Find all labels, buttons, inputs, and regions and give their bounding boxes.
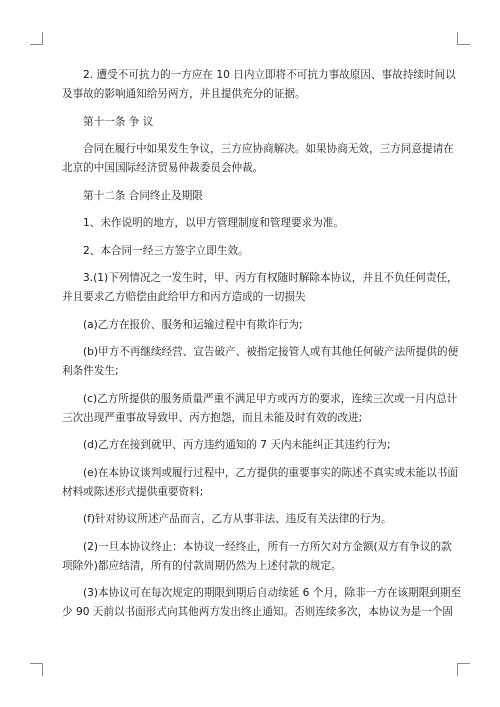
paragraph-gap xyxy=(62,178,442,187)
text-line: (c)乙方所提供的服务质量严重不满足甲方或丙方的要求，连续三次或一月内总计 xyxy=(83,392,458,405)
text-line: 及事故的影响通知给另两方，并且提供充分的证据。 xyxy=(62,88,306,100)
text-line: (d)乙方在接到就甲、丙方违约通知的 7 天内未能纠正其违约行为; xyxy=(83,439,391,451)
text-line: 2、本合同一经三方签字立即生效。 xyxy=(83,244,249,257)
text-line: 少 90 天前以书面形式向其他两方发出终止通知。否则连续多次，本协议为是一个固 xyxy=(62,606,453,618)
paragraph-gap xyxy=(62,529,442,538)
text-line: 项除外)都应结清，所有的付款周期仍然为上述付款的规定。 xyxy=(62,559,342,572)
text-line: 北京的中国国际经济贸易仲裁委员会仲裁。 xyxy=(62,162,264,174)
text-line: 1、未作说明的地方，以甲方管理制度和管理要求为准。 xyxy=(83,217,344,229)
text-line: 合同在履行中如果发生争议，三方应协商解决。如果协商无效，三方同意提请在 xyxy=(83,143,454,155)
text-line: 利条件发生; xyxy=(62,365,119,377)
text-line: 2. 遭受不可抗力的一方应在 10 日内立即将不可抗力事故原因、事故持续时间以 xyxy=(83,69,456,81)
paragraph-gap xyxy=(62,206,442,215)
text-line: (f)针对协议所述产品而言，乙方从事非法、违反有关法律的行为。 xyxy=(83,513,392,525)
text-line: 三次出现严重事故导致甲、丙方抱怨，而且未能及时有效的改进; xyxy=(62,411,363,424)
text-line: (3)本协议可在每次规定的期限到期后自动续延 6 个月，除非一方在该期限到期至 xyxy=(83,587,462,599)
paragraph-gap xyxy=(62,335,442,344)
text-line: (b)甲方不再继续经营、宣告破产、被指定接管人或有其他任何破产法所提供的便 xyxy=(83,346,459,358)
paragraph-gap xyxy=(62,428,442,437)
paragraph-gap xyxy=(62,261,442,270)
text-line: 第十二条 合同终止及期限 xyxy=(83,189,203,202)
paragraph-gap xyxy=(62,381,442,390)
text-line: 3.(1)下列情况之一发生时，甲、丙方有权随时解除本协议，并且不负任何责任， xyxy=(83,272,458,284)
paragraph-gap xyxy=(62,104,442,113)
text-line: 材料或陈述形式提供重要资料; xyxy=(62,485,204,498)
text-line: (e)在本协议谈判或履行过程中，乙方提供的重要事实的陈述不真实或未能以书面 xyxy=(83,466,458,479)
paragraph-gap xyxy=(62,307,442,316)
crop-mark-top-left xyxy=(30,32,43,45)
text-line: 第十一条 争 议 xyxy=(83,115,154,128)
paragraph-gap xyxy=(62,455,442,464)
text-line: 并且要求乙方赔偿由此给甲方和丙方造成的一切损失 xyxy=(62,291,306,303)
text-line: (2)一旦本协议终止：本协议一经终止，所有一方所欠对方金额(双方有争议的款 xyxy=(83,540,452,553)
crop-mark-top-right xyxy=(457,32,470,45)
text-line: (a)乙方在报价、服务和运输过程中有欺诈行为; xyxy=(83,318,303,331)
crop-mark-bottom-right xyxy=(457,663,470,676)
crop-mark-bottom-left xyxy=(30,663,43,676)
paragraph-gap xyxy=(62,576,442,585)
paragraph-gap xyxy=(62,132,442,141)
document-body xyxy=(62,66,462,622)
paragraph-gap xyxy=(62,233,442,242)
paragraph-gap xyxy=(62,502,442,511)
